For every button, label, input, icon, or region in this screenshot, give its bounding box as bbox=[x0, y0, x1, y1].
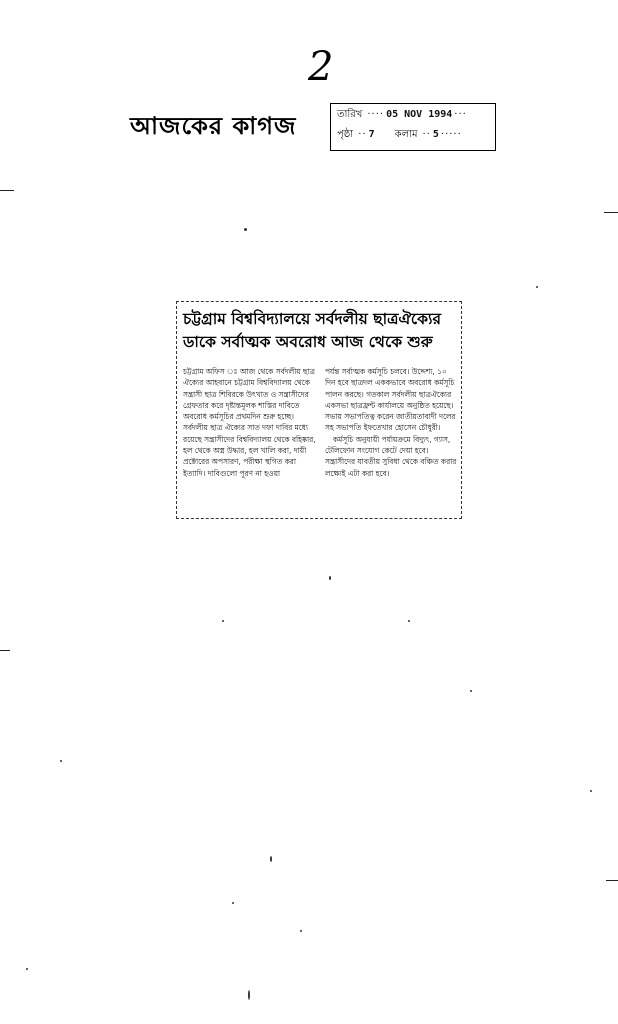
scan-speck bbox=[232, 902, 234, 904]
stamp-date-row: তারিখ ···· 05 NOV 1994 ··· bbox=[337, 107, 489, 127]
newspaper-clipping bbox=[176, 301, 462, 519]
scan-speck bbox=[329, 576, 331, 580]
article-body bbox=[183, 366, 459, 479]
stamp-page-value: 7 bbox=[368, 129, 375, 140]
stamp-date-value: 05 NOV 1994 bbox=[386, 109, 453, 120]
stamp-column-value: 5 bbox=[432, 129, 439, 140]
scan-edge-mark bbox=[0, 650, 10, 651]
stamp-page-row: পৃষ্ঠা ·· 7 কলাম ·· 5 ····· bbox=[337, 127, 489, 147]
scan-speck bbox=[590, 790, 592, 792]
scan-speck bbox=[536, 286, 538, 288]
column-2-paragraph-1: পর্যন্ত সর্বাত্মক কর্মসূচি চলবে। উদ্দেশ্য, ১০ দিন হবে ছাত্রদল এককভাবে অবরোধ কর্মসূচি পালন করছে। গতকাল সর্বদলীয় ছাত্রঐক্যের একসভা ছাত্রফ্রন্ট কার্যালয়ে অনুষ্ঠিত হয়েছে। সভায় সভাপতিত্ব করেন জাতীয়তাবাদী দলের সহ সভাপতি ইফতেখার হোসেন চৌধুরী। bbox=[325, 367, 456, 433]
headline-line-1: চট্টগ্রাম বিশ্ববিদ্যালয়ে সর্বদলীয় ছাত্রঐক্যের bbox=[183, 310, 442, 328]
scan-edge-mark bbox=[604, 212, 618, 213]
headline-line-2: ডাকে সর্বাত্মক অবরোধ আজ থেকে শুরু bbox=[183, 333, 433, 351]
scan-speck bbox=[248, 990, 250, 1000]
article-headline bbox=[183, 308, 457, 354]
scan-speck bbox=[470, 690, 472, 692]
scan-speck bbox=[60, 760, 62, 762]
scan-speck bbox=[26, 968, 28, 970]
newspaper-masthead: আজকের কাগজ bbox=[130, 112, 297, 140]
scan-speck bbox=[244, 228, 247, 231]
scan-speck bbox=[270, 856, 272, 862]
page-number: 2 bbox=[308, 44, 334, 90]
column-2-paragraph-2: কর্মসূচি অনুযায়ী পর্যায়ক্রমে বিদ্যুৎ, গ্যাস, টেলিফোন সংযোগ কেটে দেয়া হবে। সন্ত্রাসীদের যাবতীয় সুবিধা থেকে বঞ্চিত করার লক্ষ্যেই এটা করা হবে। bbox=[325, 434, 457, 478]
article-column-1 bbox=[183, 366, 317, 479]
scan-edge-mark bbox=[0, 190, 14, 191]
article-column-2 bbox=[325, 366, 459, 479]
stamp-page-label: পৃষ্ঠা bbox=[337, 129, 354, 140]
stamp-date-label: তারিখ bbox=[337, 109, 363, 120]
scan-speck bbox=[222, 620, 224, 622]
stamp-column-label: কলাম bbox=[394, 129, 418, 140]
column-1-text: চট্টগ্রাম অফিস ঃ আজ থেকে সর্বদলীয় ছাত্র ঐক্যের আহবানে চট্টগ্রাম বিশ্ববিদ্যালয় থেকে সন্ত্রাসী ছাত্র শিবিরকে উৎখাত ও সন্ত্রাসীদের গ্রেফতার করে দৃষ্টান্তমূলক শাস্তির দাবিতে অবরোধ কর্মসূচির প্রথমদিন শুরু হচ্ছে। সর্বদলীয় ছাত্র ঐক্যের সাত দফা দাবির মধ্যে রয়েছে সন্ত্রাসীদের বিশ্ববিদ্যালয় থেকে বহিষ্কার, হল থেকে অস্ত্র উদ্ধার, হল খালি করা, দায়ী প্রক্টোরের অপসারণ, পরীক্ষা স্থগিত করা ইত্যাদি। দাবিগুলো পূরণ না হওয়া bbox=[183, 367, 316, 478]
date-stamp-box bbox=[330, 103, 496, 151]
scan-speck bbox=[408, 620, 410, 622]
scan-edge-mark bbox=[606, 880, 618, 881]
scan-speck bbox=[300, 930, 302, 932]
